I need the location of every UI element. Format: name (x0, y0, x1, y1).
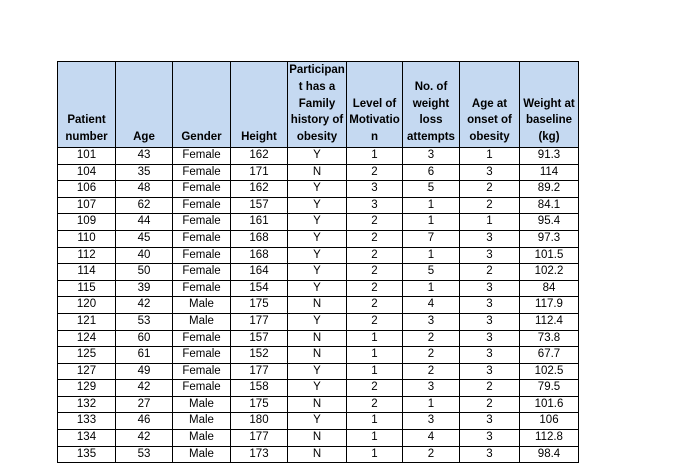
cell-gender[interactable]: Female (173, 264, 231, 281)
cell-height[interactable]: 168 (231, 247, 288, 264)
cell-weight-loss-attempts[interactable]: 2 (403, 446, 460, 463)
table-row (58, 280, 579, 297)
cell-motivation[interactable]: 2 (347, 214, 403, 231)
table-row (58, 347, 579, 364)
cell-weight-baseline[interactable]: 89.2 (520, 181, 579, 198)
table-row (58, 164, 579, 181)
cell-motivation[interactable]: 1 (347, 446, 403, 463)
table-row (58, 264, 579, 281)
cell-weight-loss-attempts[interactable]: 4 (403, 297, 460, 314)
cell-age-onset[interactable]: 3 (460, 297, 520, 314)
cell-weight-loss-attempts[interactable]: 1 (403, 197, 460, 214)
table-row (58, 214, 579, 231)
cell-height[interactable]: 177 (231, 363, 288, 380)
cell-age-onset[interactable]: 3 (460, 363, 520, 380)
cell-weight-loss-attempts[interactable]: 4 (403, 430, 460, 447)
table-row (58, 330, 579, 347)
header-cell-weight-baseline[interactable] (520, 62, 579, 148)
cell-motivation[interactable]: 1 (347, 347, 403, 364)
cell-family-history[interactable]: N (288, 430, 347, 447)
cell-gender[interactable]: Male (173, 413, 231, 430)
cell-weight-baseline[interactable]: 112.8 (520, 430, 579, 447)
cell-age[interactable]: 27 (116, 396, 173, 413)
cell-height[interactable]: 173 (231, 446, 288, 463)
cell-weight-loss-attempts[interactable]: 3 (403, 313, 460, 330)
header-cell-family-history[interactable] (288, 62, 347, 148)
cell-patient-number[interactable]: 133 (58, 413, 116, 430)
header-label: Weight at baseline (kg) (523, 97, 575, 144)
cell-age[interactable]: 35 (116, 164, 173, 181)
cell-gender[interactable]: Female (173, 347, 231, 364)
cell-weight-baseline[interactable]: 84.1 (520, 197, 579, 214)
cell-age[interactable]: 61 (116, 347, 173, 364)
cell-age-onset[interactable]: 2 (460, 197, 520, 214)
cell-gender[interactable]: Male (173, 396, 231, 413)
cell-weight-baseline[interactable]: 102.2 (520, 264, 579, 281)
table-row (58, 396, 579, 413)
cell-weight-baseline[interactable]: 101.6 (520, 396, 579, 413)
cell-motivation[interactable]: 2 (347, 396, 403, 413)
cell-age-onset[interactable]: 2 (460, 264, 520, 281)
cell-gender[interactable]: Male (173, 446, 231, 463)
cell-gender[interactable]: Female (173, 164, 231, 181)
cell-motivation[interactable]: 2 (347, 264, 403, 281)
cell-age-onset[interactable]: 3 (460, 313, 520, 330)
cell-motivation[interactable]: 1 (347, 363, 403, 380)
cell-height[interactable]: 161 (231, 214, 288, 231)
cell-age[interactable]: 46 (116, 413, 173, 430)
cell-age-onset[interactable]: 3 (460, 430, 520, 447)
header-label: Age (133, 131, 155, 144)
cell-age[interactable]: 42 (116, 380, 173, 397)
cell-age-onset[interactable]: 3 (460, 247, 520, 264)
header-label: Patient number (65, 114, 108, 144)
cell-family-history[interactable]: Y (288, 413, 347, 430)
cell-height[interactable]: 180 (231, 413, 288, 430)
cell-patient-number[interactable]: 120 (58, 297, 116, 314)
cell-age-onset[interactable]: 3 (460, 164, 520, 181)
cell-motivation[interactable]: 2 (347, 380, 403, 397)
cell-motivation[interactable]: 3 (347, 197, 403, 214)
cell-family-history[interactable]: Y (288, 380, 347, 397)
cell-patient-number[interactable]: 109 (58, 214, 116, 231)
cell-weight-baseline[interactable]: 117.9 (520, 297, 579, 314)
cell-age[interactable]: 53 (116, 313, 173, 330)
cell-patient-number[interactable]: 127 (58, 363, 116, 380)
cell-height[interactable]: 164 (231, 264, 288, 281)
cell-age[interactable]: 45 (116, 230, 173, 247)
cell-gender[interactable]: Male (173, 430, 231, 447)
cell-weight-loss-attempts[interactable]: 1 (403, 280, 460, 297)
cell-motivation[interactable]: 1 (347, 330, 403, 347)
cell-motivation[interactable]: 1 (347, 430, 403, 447)
header-label: Age at onset of obesity (467, 97, 512, 144)
cell-patient-number[interactable]: 104 (58, 164, 116, 181)
table-row (58, 313, 579, 330)
cell-height[interactable]: 154 (231, 280, 288, 297)
cell-weight-loss-attempts[interactable]: 6 (403, 164, 460, 181)
cell-age[interactable]: 42 (116, 430, 173, 447)
cell-weight-baseline[interactable]: 114 (520, 164, 579, 181)
header-cell-weight-loss-attempts[interactable] (403, 62, 460, 148)
cell-weight-baseline[interactable]: 73.8 (520, 330, 579, 347)
table-row (58, 363, 579, 380)
cell-gender[interactable]: Female (173, 280, 231, 297)
data-table (57, 61, 579, 463)
cell-weight-baseline[interactable]: 98.4 (520, 446, 579, 463)
cell-motivation[interactable]: 3 (347, 181, 403, 198)
cell-patient-number[interactable]: 101 (58, 147, 116, 164)
cell-weight-loss-attempts[interactable]: 3 (403, 147, 460, 164)
cell-height[interactable]: 175 (231, 297, 288, 314)
cell-height[interactable]: 162 (231, 147, 288, 164)
cell-motivation[interactable]: 2 (347, 280, 403, 297)
cell-weight-loss-attempts[interactable]: 1 (403, 247, 460, 264)
cell-weight-baseline[interactable]: 97.3 (520, 230, 579, 247)
cell-motivation[interactable]: 2 (347, 247, 403, 264)
cell-height[interactable]: 177 (231, 313, 288, 330)
cell-patient-number[interactable]: 121 (58, 313, 116, 330)
header-label: No. of weight loss attempts (407, 80, 455, 144)
cell-age[interactable]: 40 (116, 247, 173, 264)
cell-age[interactable]: 48 (116, 181, 173, 198)
cell-height[interactable]: 158 (231, 380, 288, 397)
cell-family-history[interactable]: N (288, 164, 347, 181)
header-cell-patient-number[interactable] (58, 62, 116, 148)
header-cell-height[interactable] (231, 62, 288, 148)
cell-family-history[interactable]: N (288, 396, 347, 413)
cell-patient-number[interactable]: 112 (58, 247, 116, 264)
cell-family-history[interactable]: N (288, 330, 347, 347)
cell-weight-baseline[interactable]: 106 (520, 413, 579, 430)
cell-patient-number[interactable]: 125 (58, 347, 116, 364)
cell-weight-loss-attempts[interactable]: 1 (403, 396, 460, 413)
cell-age-onset[interactable]: 3 (460, 413, 520, 430)
table-row (58, 197, 579, 214)
header-label: Participan t has a Family history of obesity (289, 64, 345, 144)
cell-age[interactable]: 60 (116, 330, 173, 347)
cell-age-onset[interactable]: 3 (460, 230, 520, 247)
cell-weight-baseline[interactable]: 95.4 (520, 214, 579, 231)
cell-motivation[interactable]: 2 (347, 313, 403, 330)
cell-weight-loss-attempts[interactable]: 3 (403, 413, 460, 430)
cell-gender[interactable]: Male (173, 297, 231, 314)
cell-age[interactable]: 44 (116, 214, 173, 231)
cell-weight-loss-attempts[interactable]: 5 (403, 264, 460, 281)
cell-weight-baseline[interactable]: 91.3 (520, 147, 579, 164)
cell-age-onset[interactable]: 3 (460, 330, 520, 347)
header-cell-age[interactable] (116, 62, 173, 148)
table-row (58, 430, 579, 447)
cell-age-onset[interactable]: 3 (460, 280, 520, 297)
cell-weight-loss-attempts[interactable]: 2 (403, 330, 460, 347)
cell-family-history[interactable]: Y (288, 230, 347, 247)
cell-weight-loss-attempts[interactable]: 5 (403, 181, 460, 198)
cell-age-onset[interactable]: 3 (460, 446, 520, 463)
header-cell-motivation[interactable] (347, 62, 403, 148)
cell-gender[interactable]: Female (173, 330, 231, 347)
cell-motivation[interactable]: 2 (347, 164, 403, 181)
cell-height[interactable]: 175 (231, 396, 288, 413)
cell-motivation[interactable]: 1 (347, 147, 403, 164)
cell-patient-number[interactable]: 129 (58, 380, 116, 397)
cell-motivation[interactable]: 2 (347, 230, 403, 247)
cell-family-history[interactable]: N (288, 297, 347, 314)
cell-age[interactable]: 39 (116, 280, 173, 297)
table-header (58, 62, 579, 148)
header-row (58, 62, 579, 148)
cell-patient-number[interactable]: 134 (58, 430, 116, 447)
cell-age[interactable]: 62 (116, 197, 173, 214)
cell-weight-baseline[interactable]: 67.7 (520, 347, 579, 364)
cell-family-history[interactable]: Y (288, 147, 347, 164)
cell-height[interactable]: 152 (231, 347, 288, 364)
cell-age[interactable]: 50 (116, 264, 173, 281)
cell-gender[interactable]: Female (173, 181, 231, 198)
cell-patient-number[interactable]: 115 (58, 280, 116, 297)
cell-patient-number[interactable]: 135 (58, 446, 116, 463)
table-row (58, 413, 579, 430)
cell-age-onset[interactable]: 3 (460, 347, 520, 364)
cell-height[interactable]: 157 (231, 197, 288, 214)
cell-age[interactable]: 43 (116, 147, 173, 164)
table-row (58, 446, 579, 463)
cell-weight-baseline[interactable]: 101.5 (520, 247, 579, 264)
cell-age-onset[interactable]: 2 (460, 380, 520, 397)
cell-gender[interactable]: Female (173, 214, 231, 231)
table-row (58, 230, 579, 247)
cell-patient-number[interactable]: 107 (58, 197, 116, 214)
cell-gender[interactable]: Female (173, 380, 231, 397)
table-row (58, 181, 579, 198)
table-row (58, 380, 579, 397)
cell-age-onset[interactable]: 1 (460, 214, 520, 231)
cell-height[interactable]: 177 (231, 430, 288, 447)
cell-family-history[interactable]: N (288, 347, 347, 364)
cell-weight-baseline[interactable]: 79.5 (520, 380, 579, 397)
header-label: Level of Motivatio n (349, 97, 400, 144)
table-body (58, 147, 579, 462)
cell-gender[interactable]: Male (173, 313, 231, 330)
cell-patient-number[interactable]: 110 (58, 230, 116, 247)
cell-patient-number[interactable]: 106 (58, 181, 116, 198)
cell-patient-number[interactable]: 124 (58, 330, 116, 347)
cell-age[interactable]: 49 (116, 363, 173, 380)
header-cell-gender[interactable] (173, 62, 231, 148)
cell-family-history[interactable]: Y (288, 247, 347, 264)
cell-family-history[interactable]: Y (288, 181, 347, 198)
cell-height[interactable]: 162 (231, 181, 288, 198)
cell-family-history[interactable]: N (288, 446, 347, 463)
cell-weight-loss-attempts[interactable]: 3 (403, 380, 460, 397)
cell-weight-baseline[interactable]: 102.5 (520, 363, 579, 380)
cell-weight-loss-attempts[interactable]: 7 (403, 230, 460, 247)
cell-weight-loss-attempts[interactable]: 1 (403, 214, 460, 231)
cell-family-history[interactable]: Y (288, 214, 347, 231)
cell-patient-number[interactable]: 114 (58, 264, 116, 281)
table-row (58, 247, 579, 264)
cell-height[interactable]: 168 (231, 230, 288, 247)
cell-gender[interactable]: Female (173, 247, 231, 264)
cell-family-history[interactable]: Y (288, 363, 347, 380)
header-label: Gender (181, 131, 222, 144)
cell-family-history[interactable]: Y (288, 264, 347, 281)
cell-height[interactable]: 157 (231, 330, 288, 347)
cell-family-history[interactable]: Y (288, 313, 347, 330)
cell-family-history[interactable]: Y (288, 197, 347, 214)
cell-motivation[interactable]: 1 (347, 413, 403, 430)
cell-weight-baseline[interactable]: 84 (520, 280, 579, 297)
cell-weight-loss-attempts[interactable]: 2 (403, 363, 460, 380)
cell-gender[interactable]: Female (173, 230, 231, 247)
cell-age-onset[interactable]: 2 (460, 396, 520, 413)
table-row (58, 147, 579, 164)
table-row (58, 297, 579, 314)
cell-age-onset[interactable]: 2 (460, 181, 520, 198)
cell-family-history[interactable]: Y (288, 280, 347, 297)
cell-age[interactable]: 53 (116, 446, 173, 463)
header-cell-age-onset[interactable] (460, 62, 520, 148)
cell-height[interactable]: 171 (231, 164, 288, 181)
header-label: Height (241, 131, 277, 144)
cell-gender[interactable]: Female (173, 197, 231, 214)
cell-age-onset[interactable]: 1 (460, 147, 520, 164)
cell-weight-loss-attempts[interactable]: 2 (403, 347, 460, 364)
cell-weight-baseline[interactable]: 112.4 (520, 313, 579, 330)
cell-motivation[interactable]: 2 (347, 297, 403, 314)
cell-gender[interactable]: Female (173, 147, 231, 164)
cell-gender[interactable]: Female (173, 363, 231, 380)
cell-age[interactable]: 42 (116, 297, 173, 314)
cell-patient-number[interactable]: 132 (58, 396, 116, 413)
